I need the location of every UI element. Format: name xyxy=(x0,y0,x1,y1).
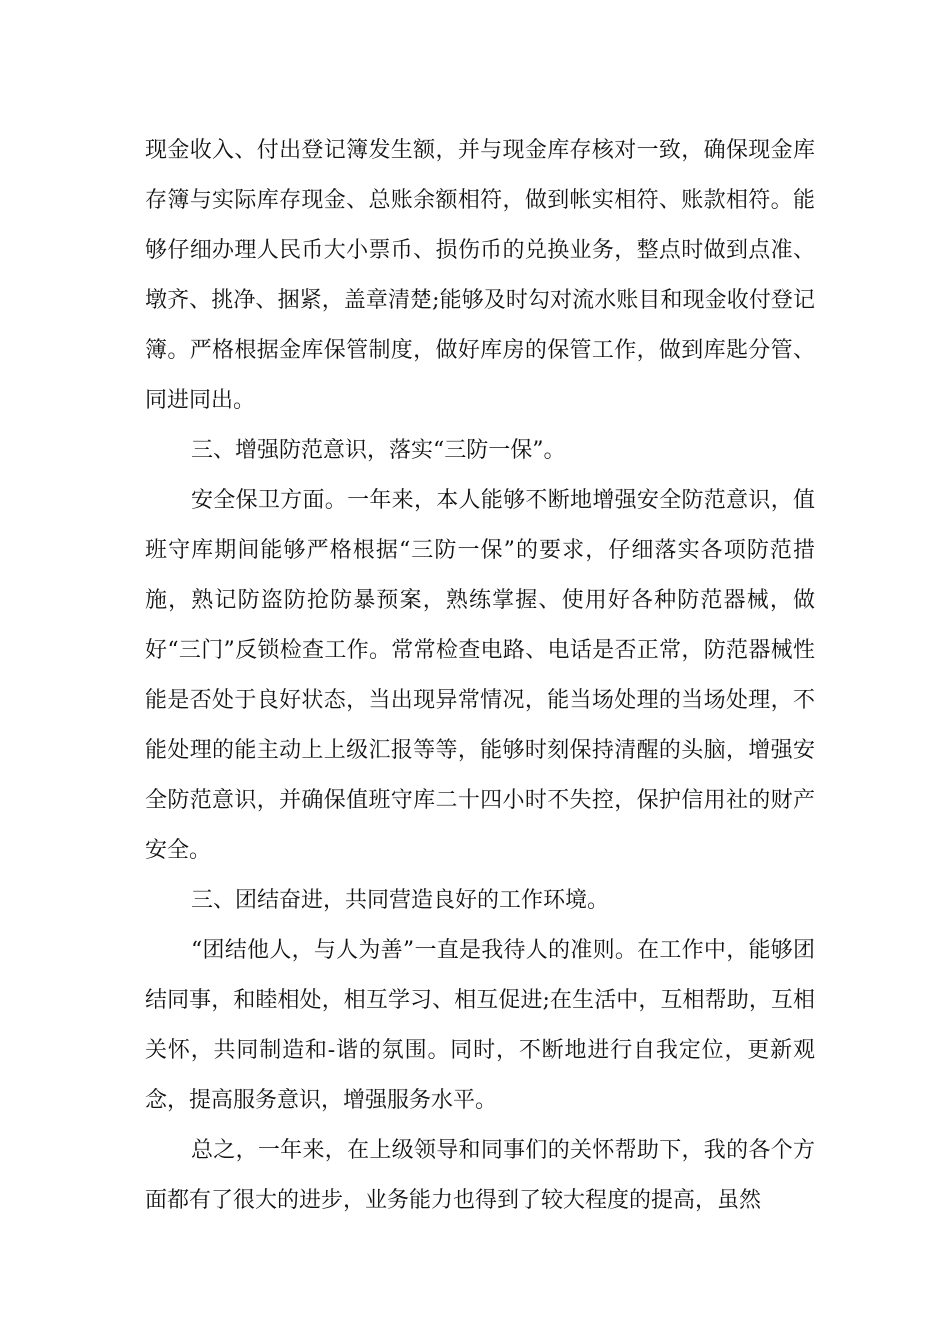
paragraph-security: 安全保卫方面。一年来，本人能够不断地增强安全防范意识，值班守库期间能够严格根据“三防一保”的要求，仔细落实各项防范措施，熟记防盗防抢防暴预案，熟练掌握、使用好各种防范器械，做好“三门”反锁检查工作。常常检查电路、电话是否正常，防范器械性能是否处于良好状态，当出现异常情况，能当场处理的当场处理，不能处理的能主动上上级汇报等等，能够时刻保持清醒的头脑，增强安全防范意识，并确保值班守库二十四小时不失控，保护信用社的财产安全。 xyxy=(145,488,815,863)
paragraph-vault-management: 现金收入、付出登记簿发生额，并与现金库存核对一致，确保现金库存簿与实际库存现金、总账余额相符，做到帐实相符、账款相符。能够仔细办理人民币大小票币、损伤币的兑换业务，整点时做到点准、墩齐、挑净、捆紧，盖章清楚;能够及时勾对流水账目和现金收付登记簿。严格根据金库保管制度，做好库房的保管工作，做到库匙分管、同进同出。 xyxy=(145,138,815,413)
section-heading-teamwork: 三、团结奋进，共同营造良好的工作环境。 xyxy=(191,888,610,913)
paragraph-summary: 总之，一年来，在上级领导和同事们的关怀帮助下，我的各个方面都有了很大的进步，业务能力也得到了较大程度的提高，虽然 xyxy=(145,1138,815,1213)
section-heading-security: 三、增强防范意识，落实“三防一保”。 xyxy=(191,438,566,463)
document-body xyxy=(145,126,815,1226)
paragraph-teamwork: “团结他人，与人为善”一直是我待人的准则。在工作中，能够团结同事，和睦相处，相互学习、相互促进;在生活中，互相帮助，互相关怀，共同制造和-谐的氛围。同时，不断地进行自我定位，更新观念，提高服务意识，增强服务水平。 xyxy=(145,938,815,1113)
